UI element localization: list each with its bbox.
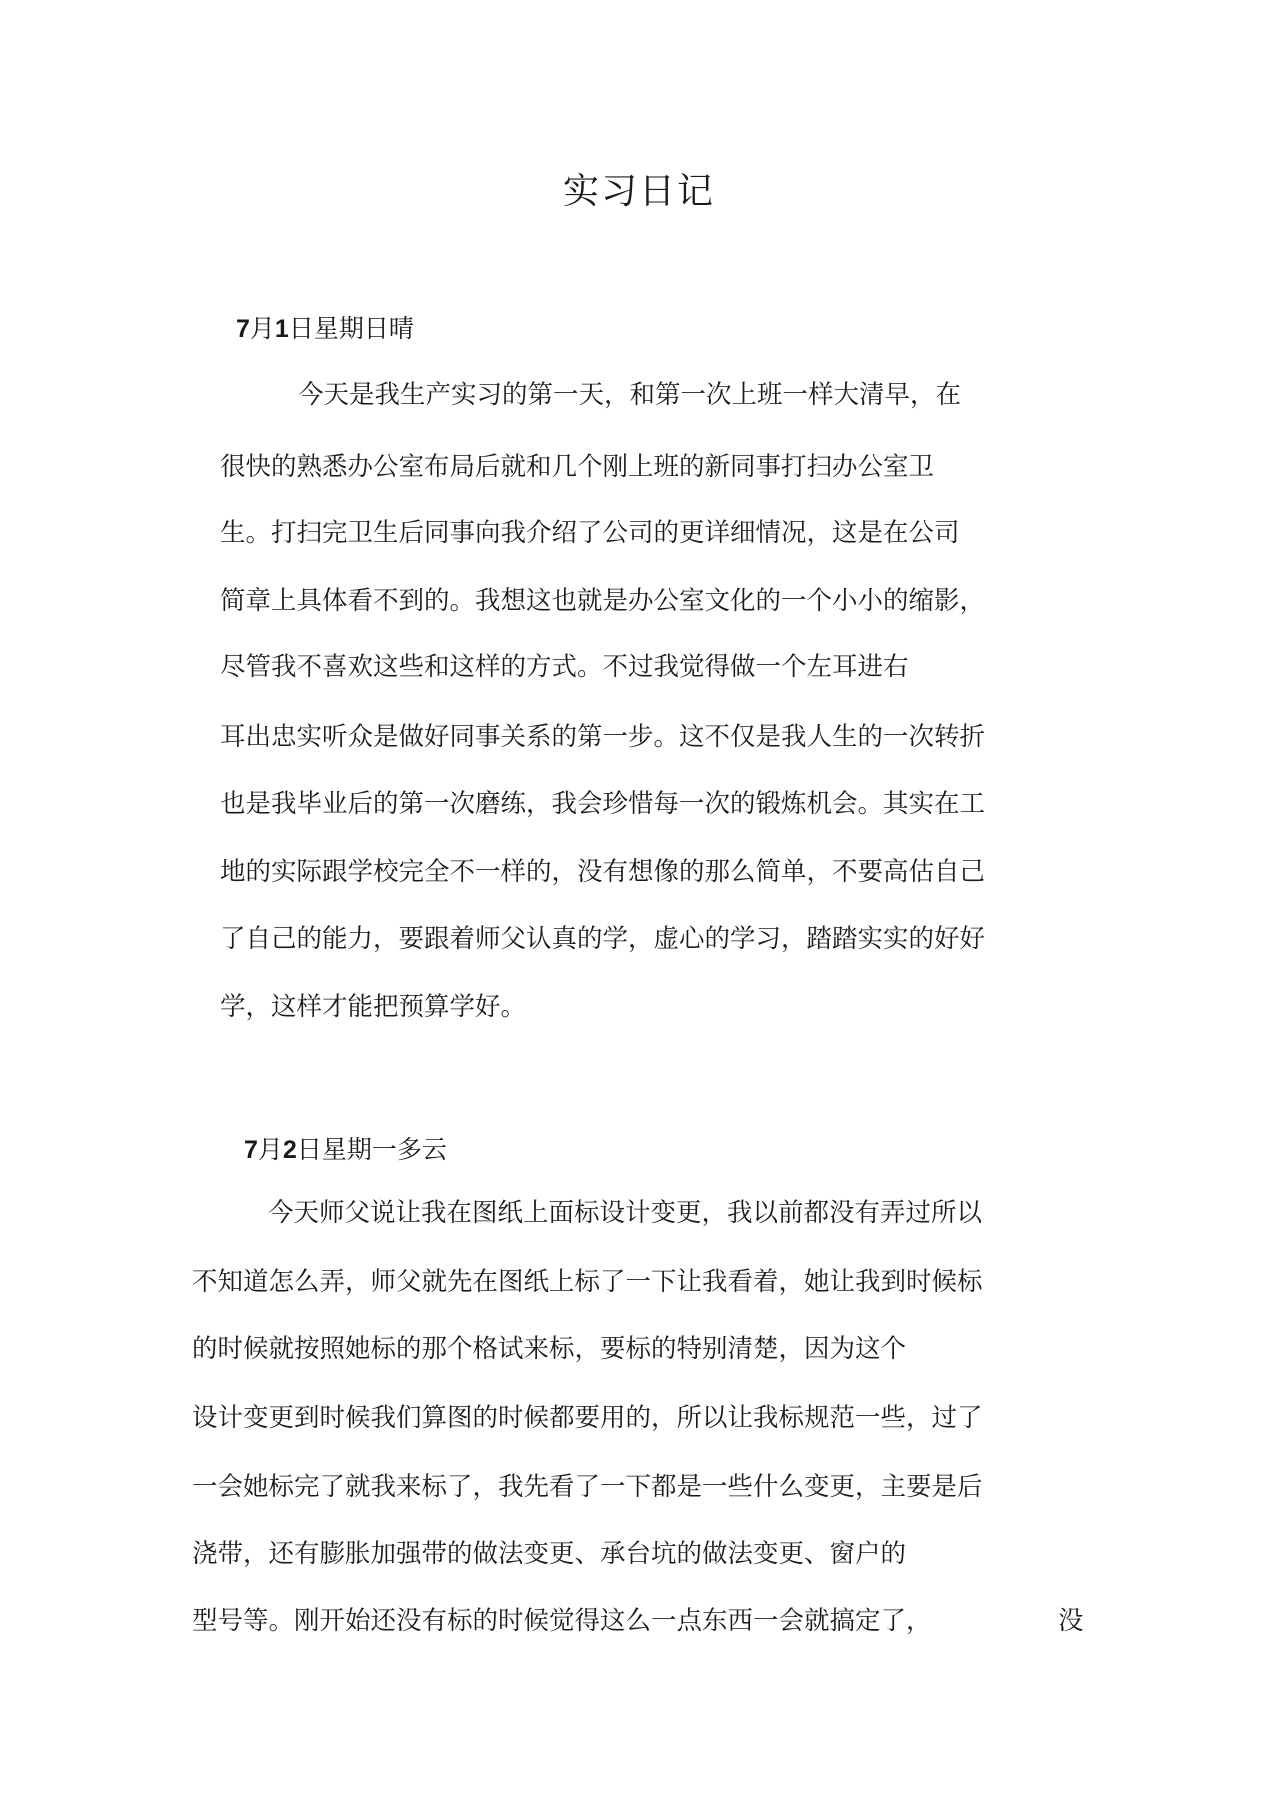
entry-2-line-6: 浇带，还有膨胀加强带的做法变更、承台坑的做法变更、窗户的 <box>192 1539 907 1569</box>
entry-1-month-number: 7 <box>236 315 250 343</box>
entry-1-line-4: 简章上具体看不到的。我想这也就是办公室文化的一个小小的缩影， <box>220 586 986 616</box>
entry-1-line-2: 很快的熟悉办公室布局后就和几个刚上班的新同事打扫办公室卫 <box>220 452 935 482</box>
entry-1-line-7: 也是我毕业后的第一次磨练，我会珍惜每一次的锻炼机会。其实在工 <box>220 789 986 819</box>
entry-2-date-heading <box>244 1133 447 1167</box>
entry-1-line-6: 耳出忠实听众是做好同事关系的第一步。这不仅是我人生的一次转折 <box>220 722 986 752</box>
entry-2-day-number: 2 <box>282 1136 297 1164</box>
entry-2-line-4: 设计变更到时候我们算图的时候都要用的，所以让我标规范一些，过了 <box>192 1403 983 1433</box>
entry-2-month-number: 7 <box>244 1136 258 1164</box>
entry-1-day-number: 1 <box>274 315 289 343</box>
entry-1-line-8: 地的实际跟学校完全不一样的，没有想像的那么简单，不要高估自己 <box>220 857 986 887</box>
entry-2-line-8: 没 <box>1058 1606 1084 1636</box>
entry-1-line-10: 学，这样才能把预算学好。 <box>220 992 527 1022</box>
entry-2-date-rest: 日星期一多云 <box>296 1135 447 1164</box>
entry-2-line-5: 一会她标完了就我来标了，我先看了一下都是一些什么变更，主要是后 <box>192 1472 983 1502</box>
entry-1-line-3: 生。打扫完卫生后同事向我介绍了公司的更详细情况，这是在公司 <box>220 518 960 548</box>
entry-1-line-1: 今天是我生产实习的第一天，和第一次上班一样大清早，在 <box>298 380 962 410</box>
entry-2-line-2: 不知道怎么弄，师父就先在图纸上标了一下让我看着，她让我到时候标 <box>192 1267 983 1297</box>
entry-1-line-5: 尽管我不喜欢这些和这样的方式。不过我觉得做一个左耳进右 <box>220 652 909 682</box>
entry-2-line-3: 的时候就按照她标的那个格试来标，要标的特别清楚，因为这个 <box>192 1334 907 1364</box>
entry-2-line-1: 今天师父说让我在图纸上面标设计变更，我以前都没有弄过所以 <box>268 1198 983 1228</box>
entry-1-line-9: 了自己的能力，要跟着师父认真的学，虚心的学习，踏踏实实的好好 <box>220 924 986 954</box>
entry-1-month-char: 月 <box>249 314 275 343</box>
entry-2-month-char: 月 <box>257 1135 283 1164</box>
document-title: 实习日记 <box>562 171 715 212</box>
entry-2-line-7: 型号等。刚开始还没有标的时候觉得这么一点东西一会就搞定了， <box>192 1606 932 1636</box>
entry-1-date-rest: 日星期日晴 <box>288 314 414 343</box>
entry-1-date-heading <box>236 312 414 346</box>
